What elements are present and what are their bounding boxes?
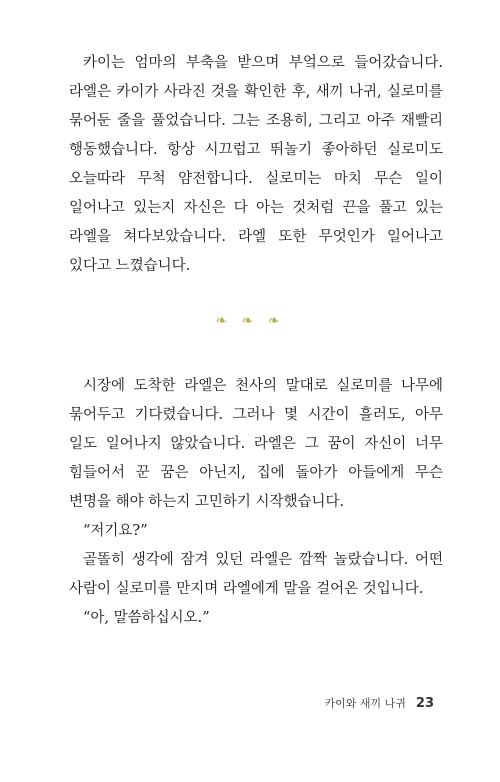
section-divider-ornament: ❧ ❧ ❧ [215,313,285,329]
page-footer [325,695,434,711]
dialogue-line: “아, 말씀하십시오.” [83,610,210,626]
page-number: 23 [415,696,434,711]
paragraph: 카이는 엄마의 부축을 받으며 부엌으로 들어갔습니다. 라엘은 카이가 사라진 것을 확인한 후, 새끼 나귀, 실로미를 묶어둔 줄을 풀었습니다. 그는 조용히, 그리고 아주 재빨리 행동했습니다. 항상 시끄럽고 뛰놀기 좋아하던 실로미도 오늘따라 무척 얌전합니다. 실로미는 마치 무슨 일이 일어나고 있는지 자신은 다 아는 것처럼 끈을 풀고 있는 라엘을 쳐다보았습니다. 라엘 또한 무엇인가 일어나고 있다고 느꼈습니다. [69,55,443,274]
text-section-2 [69,372,443,633]
paragraph: 골똘히 생각에 잠겨 있던 라엘은 깜짝 놀랐습니다. 어떤 사람이 실로미를 만지며 라엘에게 말을 걸어온 것입니다. [69,552,443,597]
running-chapter-title: 카이와 새끼 나귀 [324,697,406,710]
paragraph: 시장에 도착한 라엘은 천사의 말대로 실로미를 나무에 묶어두고 기다렸습니다. 그러나 몇 시간이 흘러도, 아무 일도 일어나지 않았습니다. 라엘은 그 꿈이 자신이 너무 힘들어서 꾼 꿈은 아닌지, 집에 돌아가 아들에게 무슨 변명을 해야 하는지 고민하기 시작했습니다. [69,378,443,510]
text-section-1 [69,49,443,281]
dialogue-line: “저기요?” [83,523,148,539]
